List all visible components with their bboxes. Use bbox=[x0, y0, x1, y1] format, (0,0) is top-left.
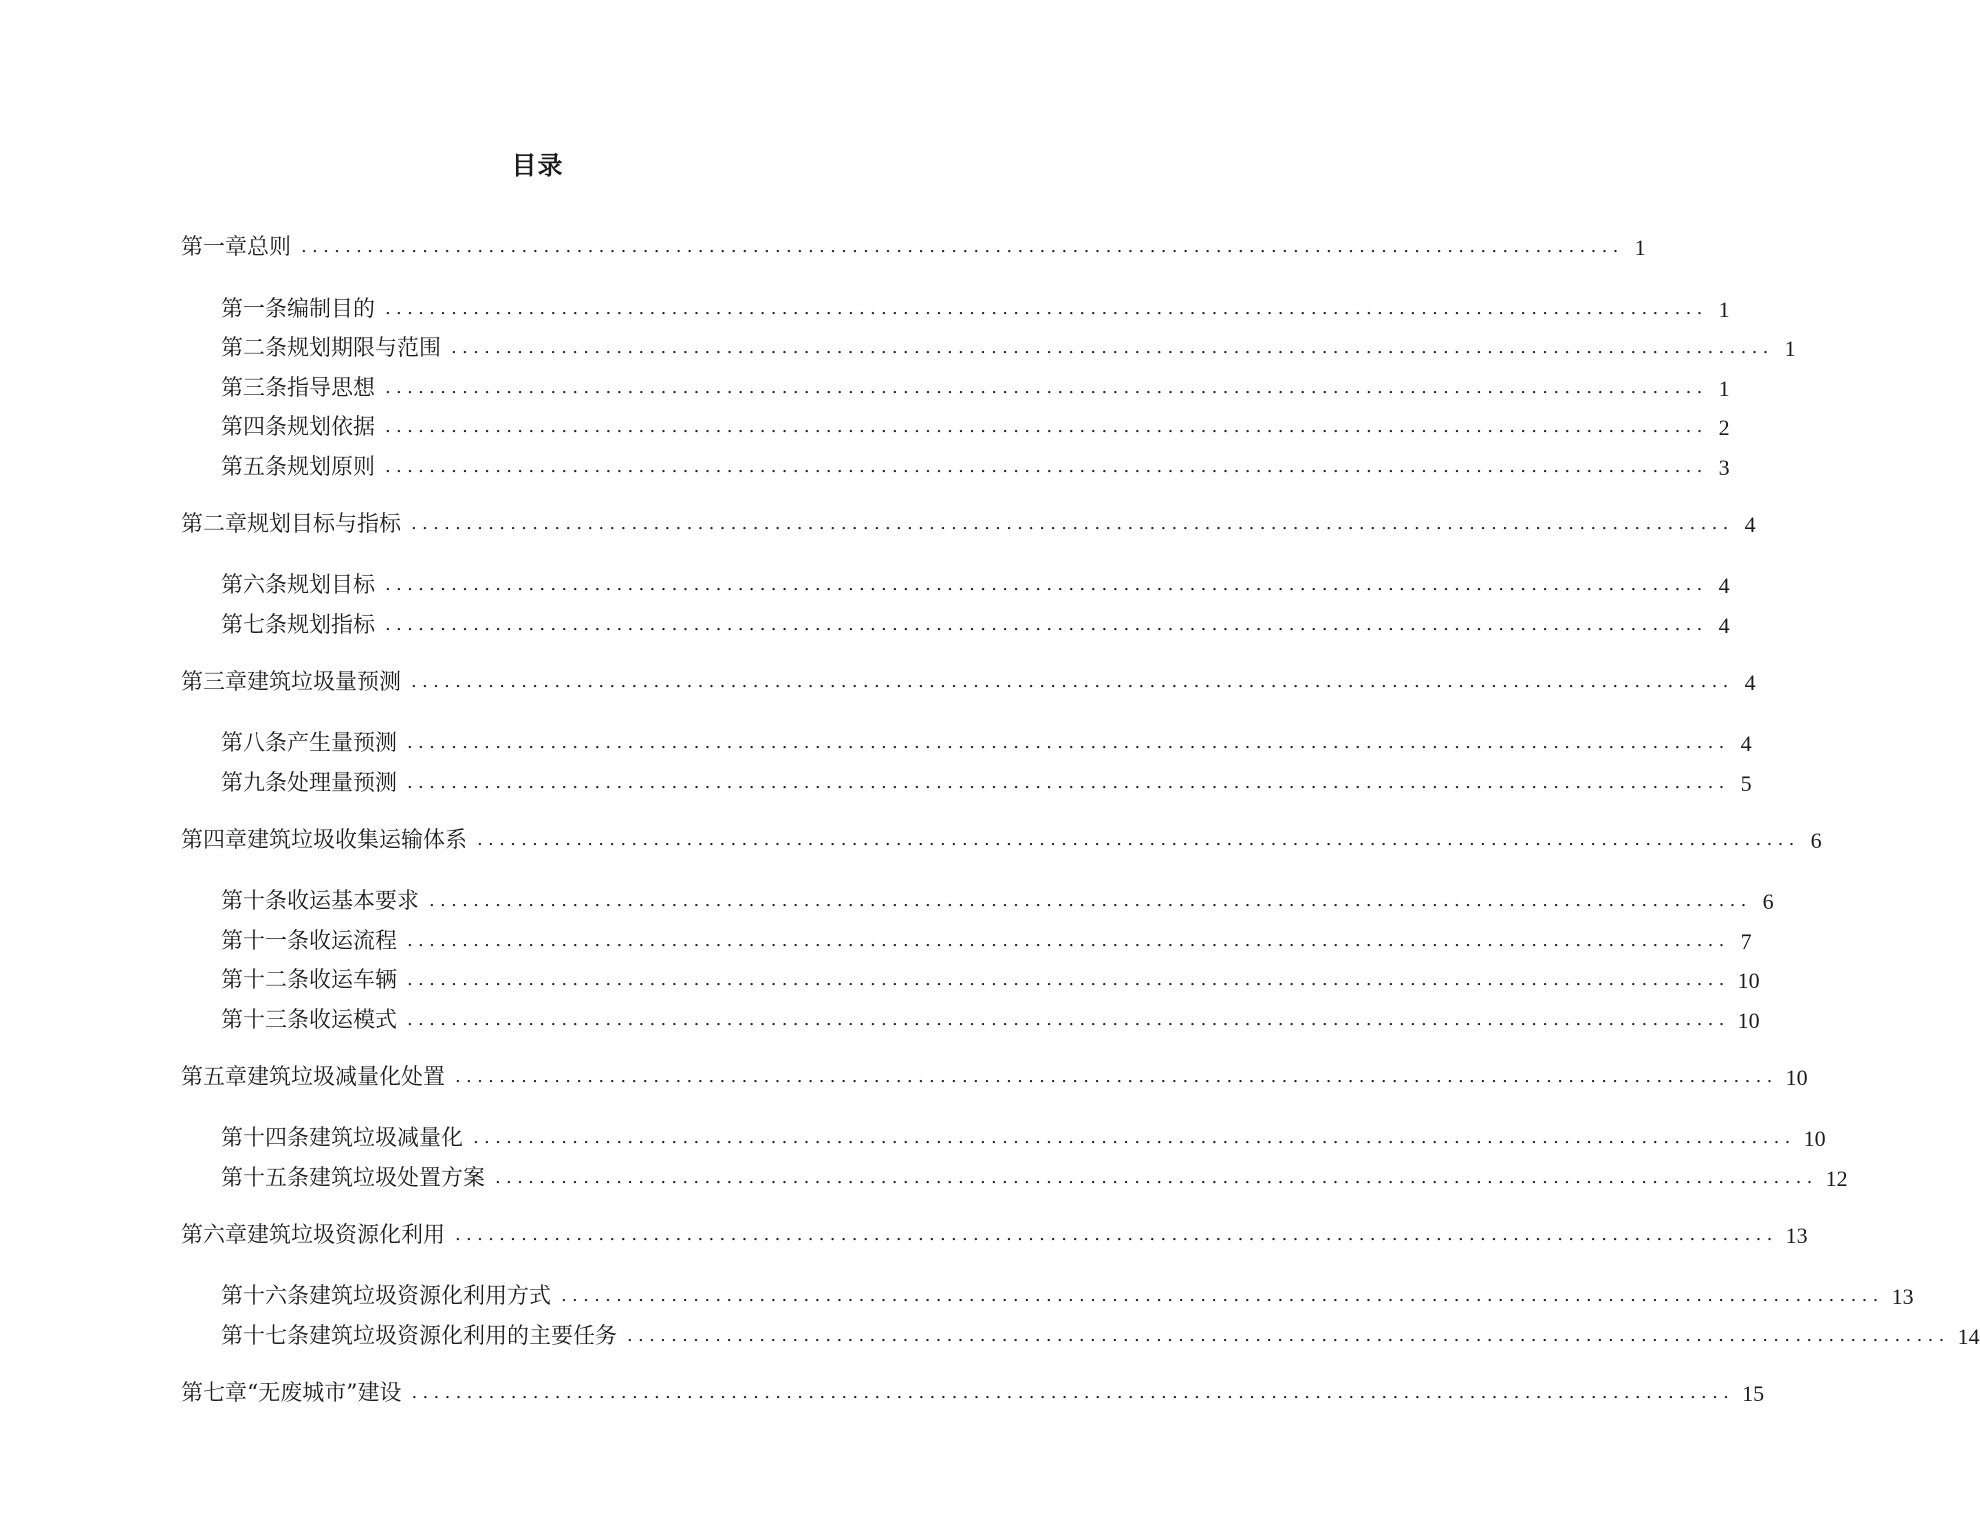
entry-number: 第七条 bbox=[221, 612, 288, 638]
toc-article-entry[interactable] bbox=[181, 321, 1796, 361]
toc-article-entry[interactable] bbox=[181, 400, 1730, 440]
entry-title: 规划依据 bbox=[287, 415, 376, 440]
entry-page-number: 1 bbox=[1718, 296, 1730, 322]
dot-leader: ........................................................................................................................ bbox=[385, 297, 1708, 319]
entry-number: 第六章 bbox=[181, 1222, 248, 1248]
entry-page-number: 10 bbox=[1803, 1126, 1826, 1151]
entry-title: 规划目标与指标 bbox=[247, 511, 402, 537]
entry-title: 产生量预测 bbox=[287, 731, 398, 756]
entry-title: 收运基本要求 bbox=[287, 889, 420, 914]
entry-number: 第十四条 bbox=[221, 1126, 310, 1151]
entry-page-number: 13 bbox=[1891, 1284, 1914, 1309]
entry-page-number: 4 bbox=[1718, 612, 1730, 638]
entry-page-number: 4 bbox=[1744, 511, 1756, 537]
entry-page-number: 5 bbox=[1740, 770, 1752, 796]
entry-title: 收运模式 bbox=[309, 1007, 398, 1033]
entry-number: 第十二条 bbox=[221, 968, 310, 993]
entry-page-number: 3 bbox=[1718, 454, 1730, 480]
dot-leader: ........................................................................................................................ bbox=[385, 574, 1708, 595]
entry-page-number: 1 bbox=[1634, 235, 1646, 260]
toc-article-entry[interactable] bbox=[181, 716, 1752, 756]
entry-title: 建筑垃圾减量化 bbox=[309, 1126, 464, 1151]
dot-leader: ........................................................................................................................ bbox=[407, 732, 1730, 753]
toc-article-entry[interactable] bbox=[181, 597, 1730, 638]
entry-number: 第十一条 bbox=[221, 928, 310, 954]
dot-leader: ........................................................................................................................ bbox=[301, 236, 1624, 257]
entry-number: 第八条 bbox=[221, 731, 288, 756]
entry-page-number: 10 bbox=[1737, 968, 1760, 993]
entry-title: 收运流程 bbox=[309, 928, 398, 954]
toc-article-entry[interactable] bbox=[181, 913, 1752, 954]
entry-title: 建筑垃圾资源化利用 bbox=[247, 1222, 446, 1248]
dot-leader: ........................................................................................................................ bbox=[477, 828, 1800, 850]
entry-title: 规划指标 bbox=[287, 612, 376, 638]
entry-number: 第五条 bbox=[221, 454, 288, 480]
dot-leader: ........................................................................................................................ bbox=[411, 1381, 1735, 1403]
entry-number: 第九条 bbox=[221, 770, 288, 796]
entry-title: 建筑垃圾资源化利用方式 bbox=[309, 1284, 552, 1309]
dot-leader: ........................................................................................................................ bbox=[407, 771, 1730, 793]
entry-title: 指导思想 bbox=[287, 375, 376, 401]
entry-page-number: 10 bbox=[1785, 1064, 1808, 1090]
dot-leader: ........................................................................................................................ bbox=[411, 512, 1734, 534]
toc-article-entry[interactable] bbox=[181, 1111, 1826, 1151]
entry-page-number: 10 bbox=[1737, 1007, 1760, 1033]
toc-chapter-entry[interactable] bbox=[181, 1052, 1808, 1090]
entry-page-number: 4 bbox=[1718, 573, 1730, 598]
toc-article-entry[interactable] bbox=[181, 1269, 1914, 1309]
entry-page-number: 1 bbox=[1784, 336, 1796, 361]
entry-number: 第五章 bbox=[181, 1064, 248, 1090]
entry-page-number: 13 bbox=[1785, 1222, 1808, 1248]
toc-chapter-entry[interactable] bbox=[181, 815, 1822, 853]
entry-page-number: 4 bbox=[1740, 731, 1752, 756]
dot-leader: ........................................................................................................................ bbox=[411, 670, 1734, 692]
toc-article-entry[interactable] bbox=[181, 992, 1760, 1033]
entry-title: 收运车辆 bbox=[309, 968, 398, 993]
entry-number: 第十条 bbox=[221, 889, 288, 914]
toc-article-entry[interactable] bbox=[181, 1150, 1848, 1191]
dot-leader: ........................................................................................................................ bbox=[385, 416, 1708, 437]
entry-title: 总则 bbox=[247, 235, 292, 260]
entry-number: 第三条 bbox=[221, 375, 288, 401]
dot-leader: ........................................................................................................................ bbox=[385, 613, 1708, 635]
dot-leader: ........................................................................................................................ bbox=[429, 890, 1752, 911]
entry-title: 规划目标 bbox=[287, 573, 376, 598]
entry-title: 规划原则 bbox=[287, 454, 376, 480]
toc-chapter-entry[interactable] bbox=[181, 222, 1646, 260]
entry-number: 第二条 bbox=[221, 336, 288, 361]
entry-title: 建筑垃圾收集运输体系 bbox=[247, 827, 468, 853]
dot-leader: ........................................................................................................................ bbox=[407, 929, 1730, 951]
entry-number: 第十五条 bbox=[221, 1165, 310, 1191]
dot-leader: ........................................................................................................................ bbox=[495, 1166, 1818, 1188]
table-of-contents bbox=[181, 222, 1980, 1406]
entry-title: “无废城市”建设 bbox=[247, 1380, 402, 1406]
dot-leader: ........................................................................................................................ bbox=[627, 1324, 1950, 1346]
toc-article-entry[interactable] bbox=[181, 1308, 1980, 1349]
entry-title: 规划期限与范围 bbox=[287, 336, 442, 361]
toc-article-entry[interactable] bbox=[181, 360, 1730, 401]
entry-page-number: 4 bbox=[1744, 669, 1756, 695]
entry-page-number: 2 bbox=[1718, 415, 1730, 440]
entry-number: 第一章 bbox=[181, 235, 248, 260]
dot-leader: ........................................................................................................................ bbox=[455, 1065, 1778, 1087]
toc-chapter-entry[interactable] bbox=[181, 657, 1756, 695]
entry-page-number: 7 bbox=[1740, 928, 1752, 954]
toc-chapter-entry[interactable] bbox=[181, 1210, 1808, 1248]
dot-leader: ........................................................................................................................ bbox=[407, 969, 1730, 990]
toc-article-entry[interactable] bbox=[181, 281, 1730, 322]
entry-title: 建筑垃圾减量化处置 bbox=[247, 1064, 446, 1090]
dot-leader: ........................................................................................................................ bbox=[451, 337, 1774, 358]
entry-title: 编制目的 bbox=[287, 296, 376, 322]
entry-title: 处理量预测 bbox=[287, 770, 398, 796]
entry-page-number: 1 bbox=[1718, 375, 1730, 401]
dot-leader: ........................................................................................................................ bbox=[385, 455, 1708, 477]
toc-article-entry[interactable] bbox=[181, 558, 1730, 598]
entry-number: 第六条 bbox=[221, 573, 288, 598]
entry-number: 第七章 bbox=[181, 1380, 248, 1406]
entry-page-number: 6 bbox=[1762, 889, 1774, 914]
toc-article-entry[interactable] bbox=[181, 953, 1760, 993]
entry-title: 建筑垃圾资源化利用的主要任务 bbox=[309, 1323, 618, 1349]
dot-leader: ........................................................................................................................ bbox=[455, 1223, 1778, 1245]
entry-number: 第十七条 bbox=[221, 1323, 310, 1349]
entry-page-number: 15 bbox=[1742, 1380, 1765, 1406]
toc-article-entry[interactable] bbox=[181, 874, 1774, 914]
entry-number: 第四条 bbox=[221, 415, 288, 440]
entry-page-number: 12 bbox=[1825, 1165, 1848, 1191]
dot-leader: ........................................................................................................................ bbox=[385, 376, 1708, 398]
entry-number: 第四章 bbox=[181, 827, 248, 853]
toc-chapter-entry[interactable] bbox=[181, 1368, 1765, 1406]
entry-number: 第一条 bbox=[221, 296, 288, 322]
entry-page-number: 14 bbox=[1957, 1323, 1980, 1349]
entry-title: 建筑垃圾量预测 bbox=[247, 669, 402, 695]
entry-number: 第十六条 bbox=[221, 1284, 310, 1309]
dot-leader: ........................................................................................................................ bbox=[473, 1127, 1796, 1148]
entry-number: 第三章 bbox=[181, 669, 248, 695]
entry-title: 建筑垃圾处置方案 bbox=[309, 1165, 486, 1191]
toc-article-entry[interactable] bbox=[181, 439, 1730, 480]
toc-title: 目录 bbox=[511, 151, 564, 180]
toc-article-entry[interactable] bbox=[181, 755, 1752, 796]
entry-number: 第十三条 bbox=[221, 1007, 310, 1033]
dot-leader: ........................................................................................................................ bbox=[407, 1008, 1730, 1030]
entry-number: 第二章 bbox=[181, 511, 248, 537]
entry-page-number: 6 bbox=[1810, 827, 1822, 853]
dot-leader: ........................................................................................................................ bbox=[561, 1285, 1884, 1306]
toc-chapter-entry[interactable] bbox=[181, 499, 1756, 537]
